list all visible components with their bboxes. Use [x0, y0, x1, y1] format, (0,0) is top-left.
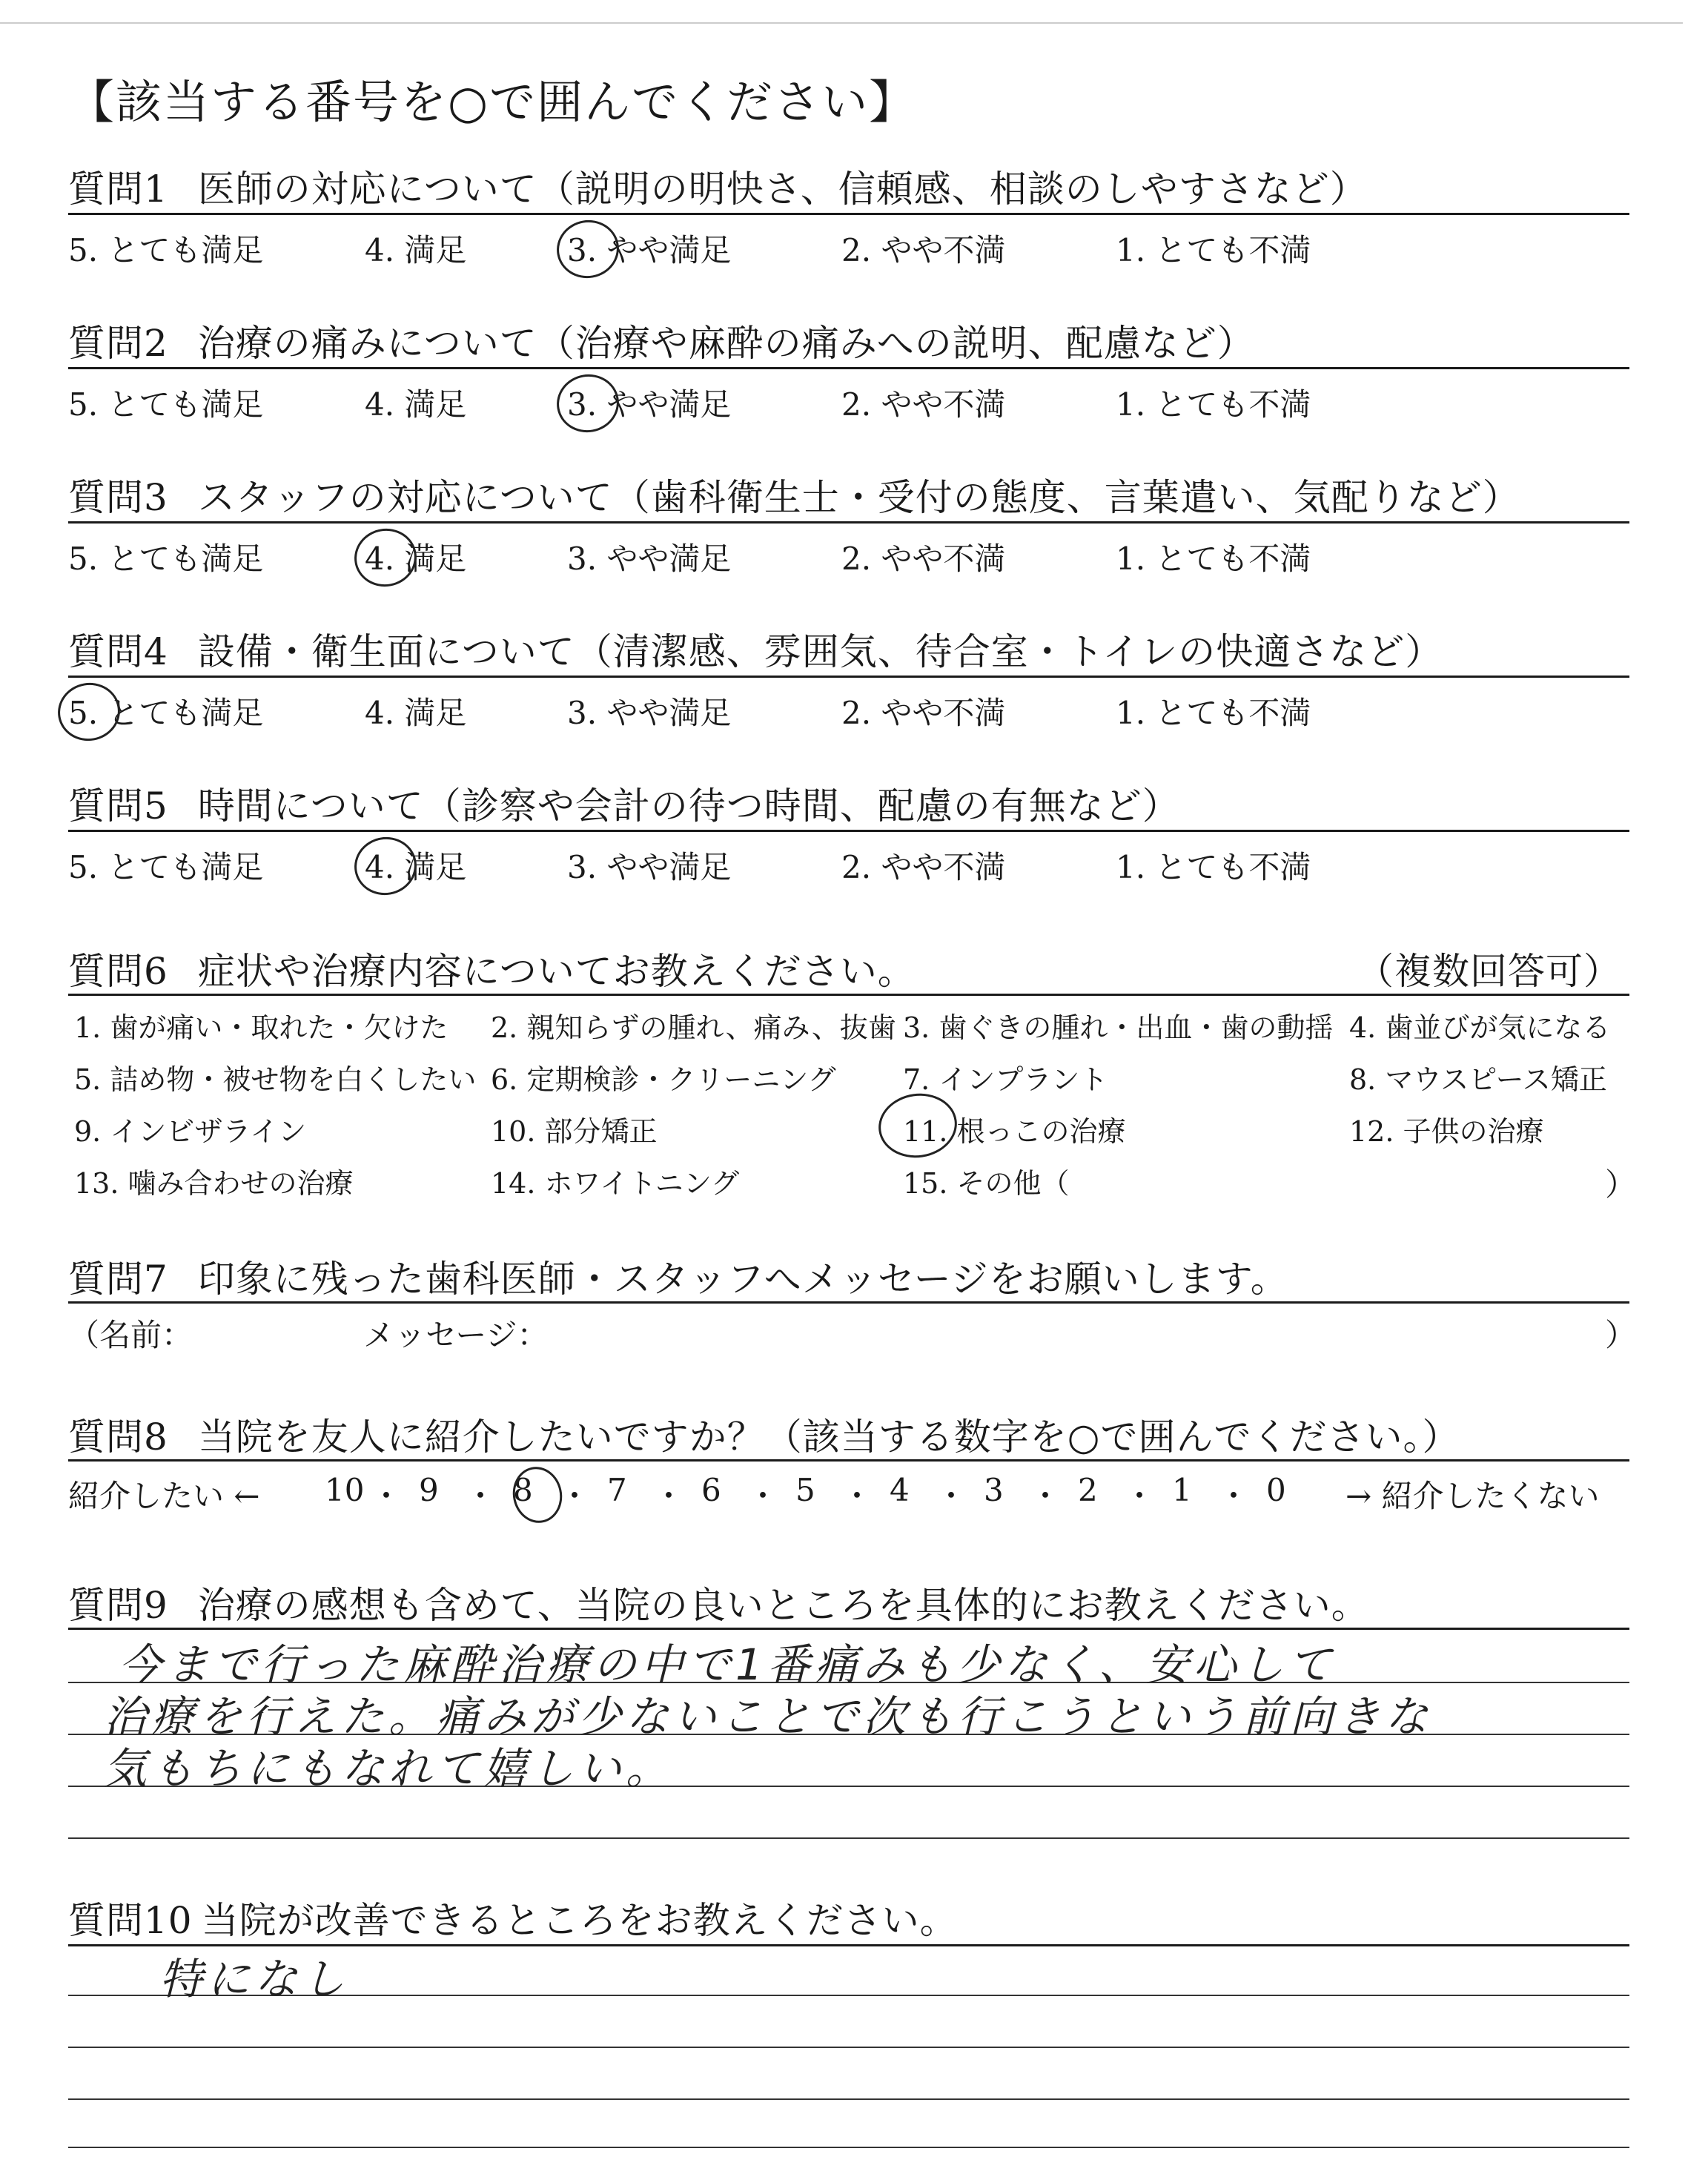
q10-line-3 [68, 2098, 1629, 2100]
q4-text: 設備・衛生面について（清潔感、雰囲気、待合室・トイレの快適さなど） [197, 630, 1443, 673]
q3-rule [68, 521, 1629, 524]
q9-header [68, 1576, 1369, 1629]
q9-answer-line-3: 気もちにもなれて嬉しい。 [104, 1743, 674, 1794]
q7-name-label: （名前： [68, 1317, 193, 1353]
q5-option-5[interactable]: 5. とても満足 [68, 849, 264, 885]
q4-option-1[interactable]: 1. とても不満 [1116, 695, 1311, 731]
q6-option-14[interactable]: 14. ホワイトニング [491, 1167, 740, 1200]
q8-separator: ・ [1218, 1478, 1250, 1514]
q3-option-1[interactable]: 1. とても不満 [1116, 541, 1311, 577]
q8-scale-6[interactable]: 6 [701, 1472, 721, 1508]
q8-separator: ・ [371, 1478, 403, 1514]
q4-header [68, 622, 1443, 676]
q8-rule [68, 1459, 1629, 1462]
q2-option-4[interactable]: 4. 満足 [365, 386, 467, 423]
q2-option-3[interactable]: 3. やや満足 [567, 386, 732, 423]
q9-text: 治療の感想も含めて、当院の良いところを具体的にお教えください。 [197, 1584, 1369, 1627]
q2-rule [68, 367, 1629, 369]
q1-text: 医師の対応について（説明の明快さ、信頼感、相談のしやすさなど） [197, 168, 1368, 211]
q2-label: 質問2 [68, 322, 168, 365]
q5-option-1[interactable]: 1. とても不満 [1116, 849, 1311, 885]
q2-text: 治療の痛みについて（治療や麻酔の痛みへの説明、配慮など） [197, 322, 1255, 365]
q10-text: 当院が改善できるところをお教えください。 [201, 1899, 958, 1942]
q8-left-label: 紹介したい ← [68, 1478, 260, 1514]
q6-option-2[interactable]: 2. 親知らずの腫れ、痛み、抜歯 [491, 1011, 896, 1044]
q8-separator: ・ [747, 1478, 779, 1514]
q8-scale-7[interactable]: 7 [607, 1472, 627, 1508]
q3-header [68, 468, 1520, 521]
q8-scale-0[interactable]: 0 [1266, 1472, 1286, 1508]
q3-option-5[interactable]: 5. とても満足 [68, 541, 264, 577]
q6-header [68, 942, 916, 995]
q8-scale-8[interactable]: 8 [513, 1472, 533, 1508]
q5-rule [68, 830, 1629, 832]
q7-text: 印象に残った歯科医師・スタッフへメッセージをお願いします。 [197, 1258, 1288, 1301]
q8-scale-2[interactable]: 2 [1078, 1472, 1098, 1508]
q7-header [68, 1249, 1288, 1303]
q8-separator: ・ [559, 1478, 591, 1514]
q2-option-5[interactable]: 5. とても満足 [68, 386, 264, 423]
q9-label: 質問9 [68, 1584, 168, 1627]
q4-option-3[interactable]: 3. やや満足 [567, 695, 732, 731]
q6-option-15[interactable]: 15. その他（ [903, 1167, 1070, 1200]
q10-answer-line-1: 特になし [159, 1954, 350, 2004]
q6-option-11[interactable]: 11. 根っこの治療 [903, 1115, 1126, 1148]
q6-option-3[interactable]: 3. 歯ぐきの腫れ・出血・歯の動揺 [903, 1011, 1334, 1044]
q10-line-2 [68, 2047, 1629, 2048]
q1-label: 質問1 [68, 168, 168, 211]
q8-scale-3[interactable]: 3 [984, 1472, 1004, 1508]
q8-scale-5[interactable]: 5 [795, 1472, 815, 1508]
q8-scale-1[interactable]: 1 [1172, 1472, 1192, 1508]
q10-label: 質問10 [68, 1899, 193, 1942]
q10-line-4 [68, 2147, 1629, 2148]
q8-separator: ・ [936, 1478, 967, 1514]
q6-option-4[interactable]: 4. 歯並びが気になる [1349, 1011, 1611, 1044]
q8-header [68, 1407, 1460, 1461]
q4-option-4[interactable]: 4. 満足 [365, 695, 467, 731]
q5-option-3[interactable]: 3. やや満足 [567, 849, 732, 885]
q4-option-2[interactable]: 2. やや不満 [841, 695, 1006, 731]
q7-close: ） [1605, 1317, 1637, 1353]
q7-message-label: メッセージ： [363, 1317, 549, 1353]
q1-option-1[interactable]: 1. とても不満 [1116, 232, 1311, 268]
q6-label: 質問6 [68, 950, 168, 993]
q4-rule [68, 676, 1629, 678]
q8-separator: ・ [1124, 1478, 1156, 1514]
q6-rule [68, 994, 1629, 996]
q9-answer-line-1: 今まで行った麻酔治療の中で1番痛みも少なく、安心して [119, 1639, 1336, 1690]
q6-option-7[interactable]: 7. インプラント [903, 1063, 1108, 1096]
q2-header [68, 314, 1255, 367]
q6-text: 症状や治療内容についてお教えください。 [197, 950, 916, 993]
q5-text: 時間について（診察や会計の待つ時間、配慮の有無など） [197, 785, 1180, 828]
q3-option-3[interactable]: 3. やや満足 [567, 541, 732, 577]
q4-option-5[interactable]: 5. とても満足 [68, 695, 264, 731]
q8-separator: ・ [841, 1478, 873, 1514]
q6-option-1[interactable]: 1. 歯が痛い・取れた・欠けた [74, 1011, 448, 1044]
q3-option-2[interactable]: 2. やや不満 [841, 541, 1006, 577]
q3-label: 質問3 [68, 476, 168, 519]
q6-option-6[interactable]: 6. 定期検診・クリーニング [491, 1063, 836, 1096]
q1-option-2[interactable]: 2. やや不満 [841, 232, 1006, 268]
q6-note: （複数回答可） [1357, 950, 1621, 993]
q7-rule [68, 1301, 1629, 1304]
q6-option-12[interactable]: 12. 子供の治療 [1349, 1115, 1544, 1148]
q3-option-4[interactable]: 4. 満足 [365, 541, 467, 577]
q8-scale-9[interactable]: 9 [419, 1472, 439, 1508]
q3-text: スタッフの対応について（歯科衛生士・受付の態度、言葉遣い、気配りなど） [197, 476, 1520, 519]
q1-option-4[interactable]: 4. 満足 [365, 232, 467, 268]
q5-option-2[interactable]: 2. やや不満 [841, 849, 1006, 885]
q8-text: 当院を友人に紹介したいですか？（該当する数字を○で囲んでください。） [197, 1416, 1460, 1459]
q5-option-4[interactable]: 4. 満足 [365, 849, 467, 885]
q6-option-9[interactable]: 9. インビザライン [74, 1115, 307, 1148]
q8-separator: ・ [653, 1478, 685, 1514]
q1-header [68, 159, 1368, 213]
q6-other-close: ） [1605, 1166, 1637, 1203]
q6-option-13[interactable]: 13. 噛み合わせの治療 [74, 1167, 354, 1200]
scan-edge [0, 22, 1683, 24]
q8-separator: ・ [1030, 1478, 1062, 1514]
q5-header [68, 776, 1180, 830]
q1-option-3[interactable]: 3. やや満足 [567, 232, 732, 268]
q6-option-5[interactable]: 5. 詰め物・被せ物を白くしたい [74, 1063, 477, 1096]
q1-option-5[interactable]: 5. とても満足 [68, 232, 264, 268]
q9-answer-line-2: 治療を行えた。痛みが少ないことで次も行こうという前向きな [104, 1691, 1433, 1742]
q7-label: 質問7 [68, 1258, 168, 1301]
q4-label: 質問4 [68, 630, 168, 673]
q6-option-8[interactable]: 8. マウスピース矯正 [1349, 1063, 1607, 1096]
form-title: 【該当する番号を○で囲んでください】 [68, 75, 917, 129]
q1-rule [68, 213, 1629, 215]
q5-label: 質問5 [68, 785, 168, 828]
q9-line-4 [68, 1837, 1629, 1839]
q8-scale-4[interactable]: 4 [890, 1472, 910, 1508]
q6-option-10[interactable]: 10. 部分矯正 [491, 1115, 658, 1148]
q8-right-label: → 紹介したくない [1345, 1478, 1600, 1514]
q10-header [68, 1891, 958, 1944]
q2-option-1[interactable]: 1. とても不満 [1116, 386, 1311, 423]
q2-option-2[interactable]: 2. やや不満 [841, 386, 1006, 423]
q8-scale-10[interactable]: 10 [325, 1472, 365, 1508]
q8-label: 質問8 [68, 1416, 168, 1459]
q8-separator: ・ [465, 1478, 497, 1514]
